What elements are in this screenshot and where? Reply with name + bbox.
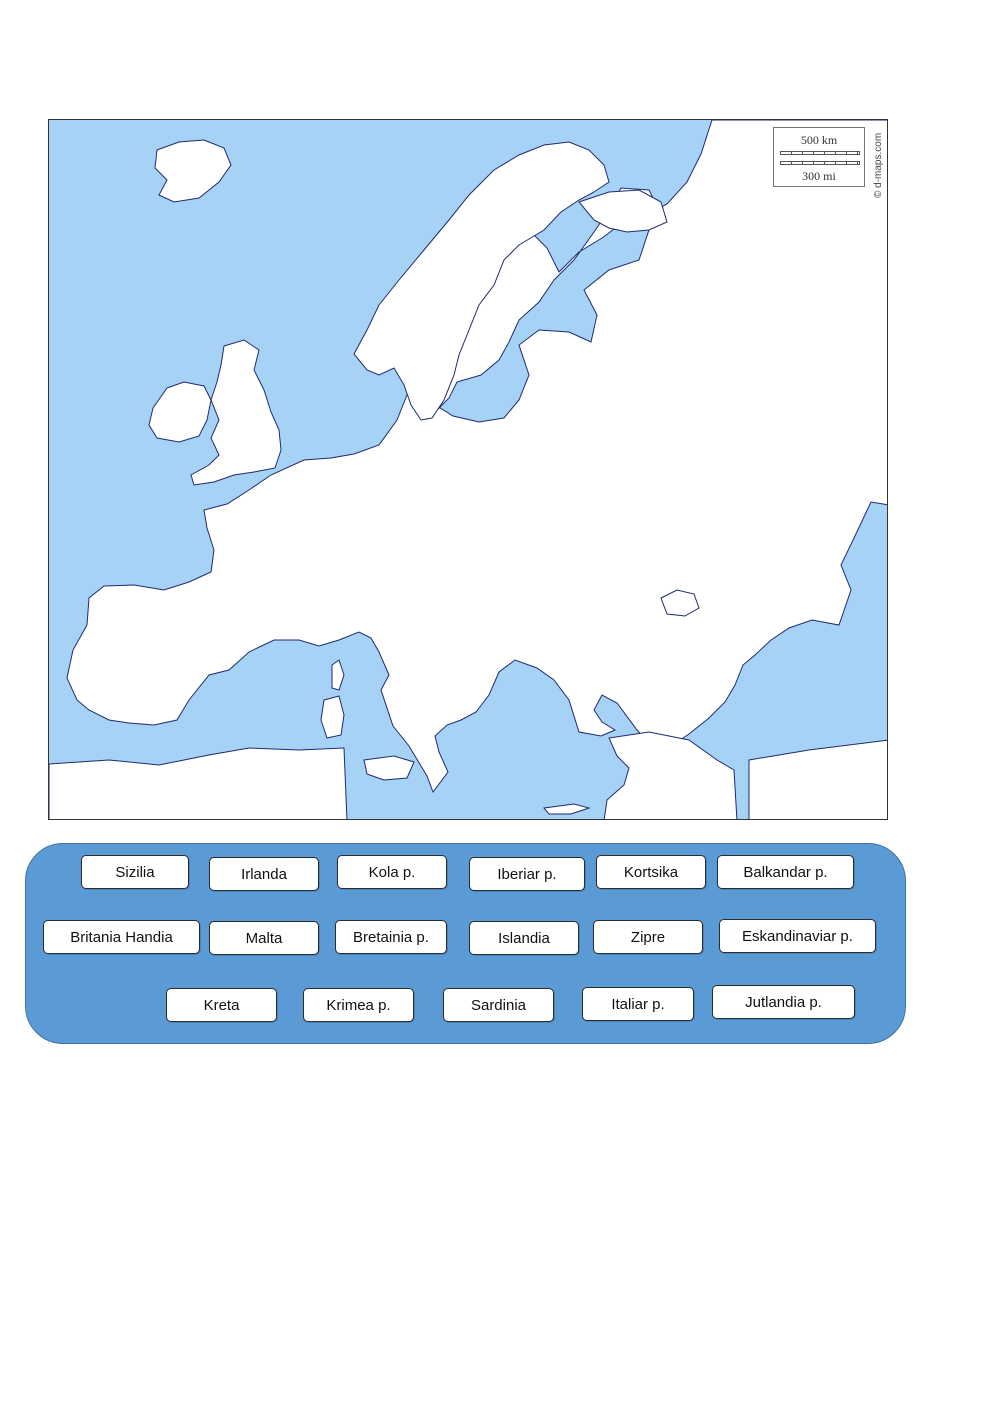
label-card[interactable]: Kola p. bbox=[337, 855, 447, 889]
scale-km-label: 500 km bbox=[800, 133, 838, 147]
label-card[interactable]: Sizilia bbox=[81, 855, 189, 889]
kola bbox=[579, 190, 667, 232]
label-card[interactable]: Zipre bbox=[593, 920, 703, 954]
ireland bbox=[149, 382, 211, 442]
label-card[interactable]: Malta bbox=[209, 921, 319, 955]
label-card[interactable]: Krimea p. bbox=[303, 988, 414, 1022]
map-credit: © d-maps.com bbox=[873, 132, 884, 198]
north-africa bbox=[49, 748, 347, 820]
label-card[interactable]: Balkandar p. bbox=[717, 855, 854, 889]
scale-legend bbox=[773, 127, 865, 187]
levant-east bbox=[749, 740, 888, 820]
sardinia bbox=[321, 696, 344, 738]
label-card[interactable]: Islandia bbox=[469, 921, 579, 955]
label-card[interactable]: Bretainia p. bbox=[335, 920, 447, 954]
anatolia bbox=[604, 732, 737, 820]
label-card[interactable]: Iberiar p. bbox=[469, 857, 585, 891]
scale-bar-km bbox=[780, 151, 860, 155]
scale-bar-mi bbox=[780, 161, 860, 165]
europe-map bbox=[48, 119, 888, 820]
label-card[interactable]: Jutlandia p. bbox=[712, 985, 855, 1019]
label-card[interactable]: Kreta bbox=[166, 988, 277, 1022]
label-card[interactable]: Sardinia bbox=[443, 988, 554, 1022]
label-card[interactable]: Irlanda bbox=[209, 857, 319, 891]
label-card[interactable]: Kortsika bbox=[596, 855, 706, 889]
label-card[interactable]: Eskandinaviar p. bbox=[719, 919, 876, 953]
label-card[interactable]: Britania Handia bbox=[43, 920, 200, 954]
label-bank bbox=[25, 843, 906, 1044]
iceland bbox=[155, 140, 231, 202]
corsica bbox=[332, 660, 344, 690]
crete bbox=[544, 804, 589, 814]
scale-mi-label: 300 mi bbox=[802, 169, 836, 183]
sicily bbox=[364, 756, 414, 780]
map-canvas bbox=[49, 120, 888, 820]
label-card[interactable]: Italiar p. bbox=[582, 987, 694, 1021]
